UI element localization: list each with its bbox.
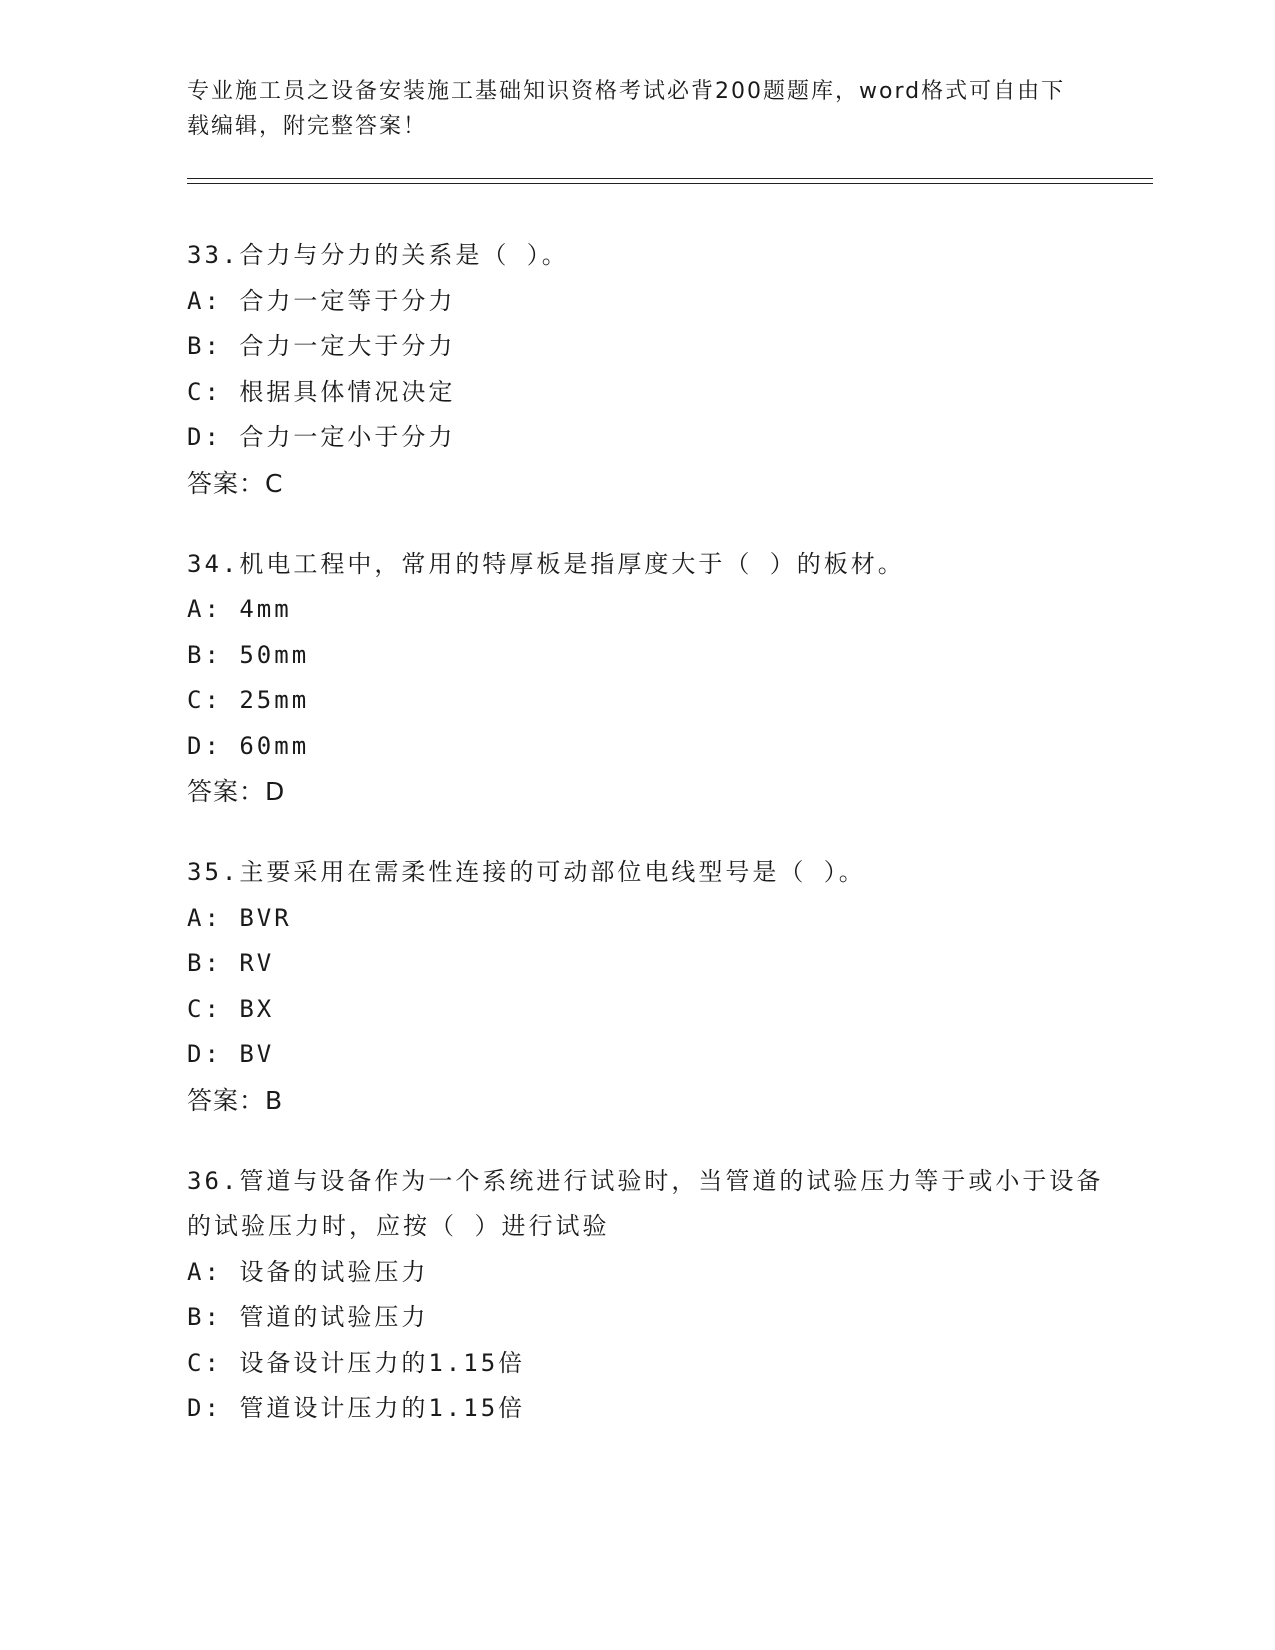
- option-c: C: BX: [187, 994, 275, 1023]
- option-c: C: 25mm: [187, 686, 310, 714]
- option-b: B: 管道的试验压力: [187, 1303, 429, 1331]
- option-b: B: RV: [187, 949, 275, 977]
- option-a: A: BVR: [187, 903, 292, 932]
- option-d: D: 管道设计压力的1.15倍: [187, 1394, 526, 1422]
- option-a: A: 4mm: [187, 595, 292, 623]
- answer: 答案：C: [187, 468, 284, 498]
- option-b: B: 合力一定大于分力: [187, 332, 456, 360]
- option-c: C: 设备设计压力的1.15倍: [187, 1348, 526, 1377]
- question-36: [187, 1159, 1117, 1432]
- option-d: D: BV: [187, 1040, 275, 1068]
- question-33: [187, 233, 1117, 506]
- question-stem: 34.机电工程中，常用的特厚板是指厚度大于（ ）的板材。: [187, 549, 905, 578]
- header-rule-bottom: [187, 183, 1153, 184]
- option-d: D: 合力一定小于分力: [187, 423, 456, 451]
- question-stem: 35.主要采用在需柔性连接的可动部位电线型号是（ ）。: [187, 858, 866, 886]
- header-rule-top: [187, 178, 1153, 179]
- option-d: D: 60mm: [187, 731, 310, 760]
- answer: 答案：B: [187, 1085, 284, 1115]
- answer: 答案：D: [187, 777, 286, 806]
- question-stem: 36.管道与设备作为一个系统进行试验时，当管道的试验压力等于或小于设备的试验压力时，应按（ ）进行试验: [187, 1166, 1104, 1240]
- question-35: [187, 850, 1117, 1123]
- question-stem: 33.合力与分力的关系是（ ）。: [187, 241, 569, 269]
- question-list: [187, 233, 1117, 1468]
- option-a: A: 设备的试验压力: [187, 1257, 429, 1286]
- document-header: 专业施工员之设备安装施工基础知识资格考试必背200题题库，word格式可自由下载编辑，附完整答案！: [187, 79, 1066, 139]
- option-b: B: 50mm: [187, 640, 310, 669]
- question-34: [187, 542, 1117, 815]
- option-a: A: 合力一定等于分力: [187, 286, 456, 315]
- option-c: C: 根据具体情况决定: [187, 377, 456, 406]
